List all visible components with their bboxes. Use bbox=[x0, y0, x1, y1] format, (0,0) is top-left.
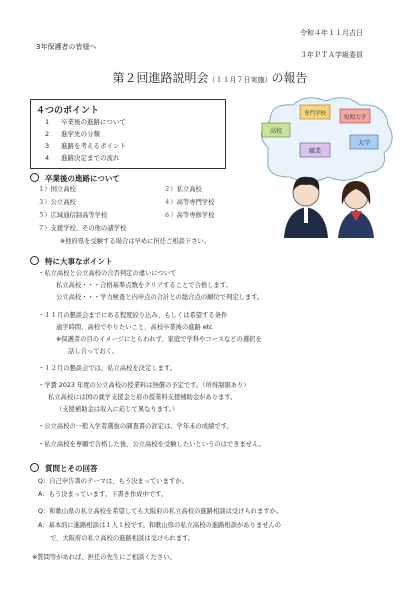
point-line: （支援補助金は収入に応じて異なります。） bbox=[56, 406, 179, 413]
point-line: 私立高校には国の就学支援金と府の授業料支援補助金があります。 bbox=[48, 394, 237, 401]
path-item: ５）広域通信制高等学校 bbox=[38, 212, 108, 219]
point-line: 公立高校・・・学力検査と内申点の合計との総合点の順位で判定します。 bbox=[56, 294, 264, 301]
point-item: 2 進学先の分類 bbox=[45, 130, 100, 138]
recipient: 3年保護者の皆様へ bbox=[36, 43, 97, 51]
circle-bullet-icon bbox=[30, 256, 39, 265]
title-suffix: の報告 bbox=[271, 71, 308, 85]
points-box bbox=[30, 99, 226, 169]
title-main: 第２回進路説明会 bbox=[112, 71, 209, 85]
section1-heading: 卒業後の進路について bbox=[30, 173, 120, 184]
sign-university: 大学 bbox=[357, 140, 371, 147]
page-title bbox=[0, 70, 420, 88]
sign-junior-college: 短期大学 bbox=[343, 115, 367, 121]
qa-line: Q：和歌山県の私立高校を希望しても大阪府の私立高校の進路相談は受けられますか。 bbox=[38, 508, 283, 515]
point-line: ※保護者の目のイメージにとらわれず、家庭で学科やコースなどの選択を bbox=[56, 336, 262, 343]
circle-bullet-icon bbox=[30, 463, 39, 472]
girl-student bbox=[338, 181, 374, 238]
qa-line: Q：自己申告書のテーマは、もう決まっていますか。 bbox=[38, 478, 188, 485]
point-line: ・学費 2023 年度の公立高校の授業料は無償の予定です。（所得制限あり） bbox=[38, 382, 250, 389]
point-line: ・私立高校を専願で合格した後、公立高校を受験したいというのはできません。 bbox=[38, 441, 266, 448]
section3-heading: 質問とその回答 bbox=[30, 463, 98, 474]
point-line: ・１２月の懇談会では、私立高校を決定します。 bbox=[38, 365, 177, 372]
points-heading: ４つのポイント bbox=[36, 106, 100, 116]
path-item: １）国立高校 bbox=[38, 186, 76, 193]
section1-note: ※他府県を受験する場合は早めに担任ご相談下さい。 bbox=[60, 238, 211, 245]
path-item: ３）公立高校 bbox=[38, 199, 76, 206]
point-line: 通学時間、高校でやりたいこと、高校卒業後の進路 etc bbox=[56, 324, 213, 331]
point-line: ・公立高校の一般入学者選抜の調査書の評定は、学年末の成績です。 bbox=[38, 423, 233, 430]
path-item: ６）高等専修学校 bbox=[164, 212, 215, 219]
date: 令和４年１１月吉日 bbox=[300, 29, 363, 37]
section3-note: ※質問等があれば、担任の先生にご相談ください。 bbox=[32, 554, 176, 561]
boy-student bbox=[284, 177, 328, 238]
students-illustration bbox=[248, 93, 398, 238]
sender: ３年ＰＴＡ学級委員 bbox=[300, 51, 363, 59]
sign-high-school: 高校 bbox=[269, 128, 283, 135]
circle-bullet-icon bbox=[30, 173, 39, 182]
point-item: 3 進路を考えるポイント bbox=[45, 142, 126, 150]
qa-line: A：もう決まっています。下書き作成中です。 bbox=[38, 491, 168, 498]
point-item: 4 進路決定までの流れ bbox=[45, 154, 120, 162]
qa-line: A：基本的に進路相談は１人１校です。和歌山県の私立高校の進路相談がありませんの bbox=[38, 522, 282, 529]
title-date-note: （１１月７日実施） bbox=[208, 76, 272, 84]
point-item: 1 卒業後の進路について bbox=[45, 118, 126, 126]
path-item: ７）支援学校、その他の諸学校 bbox=[38, 225, 127, 232]
point-line: ・１１月の懇談会までにある程度絞り込み、もしくは希望する条件 bbox=[38, 312, 228, 319]
qa-line: で、大阪府の私立高校の進路相談は受けられます。 bbox=[50, 535, 195, 542]
sign-job: 職業 bbox=[308, 148, 322, 155]
section2-heading: 特に大事なポイント bbox=[30, 256, 113, 267]
point-line: 私立高校・・・合格基準点数をクリアすることで合格します。 bbox=[56, 282, 232, 289]
path-item: ２）私立高校 bbox=[164, 186, 202, 193]
path-item: ４）高等専門学校 bbox=[164, 199, 215, 206]
sign-vocational: 専門学校 bbox=[303, 111, 327, 117]
point-line: 話し合っておく。 bbox=[68, 348, 119, 355]
point-line: ・私立高校と公立高校の合否判定の違いについて bbox=[38, 270, 177, 277]
